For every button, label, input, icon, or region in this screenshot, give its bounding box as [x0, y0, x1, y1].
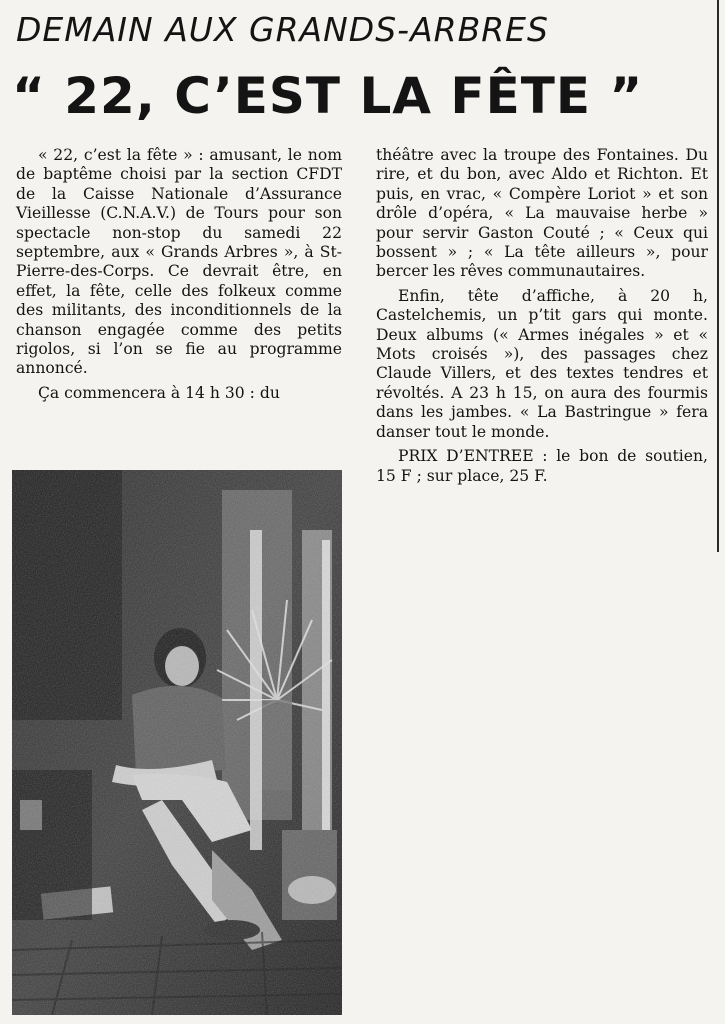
- singer-photo: [12, 470, 342, 1015]
- column-rule: [717, 0, 719, 552]
- paragraph-start-time: Ça commencera à 14 h 30 : du: [38, 383, 280, 402]
- paragraph-program: théâtre avec la troupe des Fontaines. Du rire, et du bon, avec Aldo et Richton. Et puis, en vrac, « Compère Loriot » et son drôle d’opéra, « La mauvaise herbe » pour servir Gaston Couté ; « Ceux qui bossent » ; « La tête ailleurs », pour bercer les rêves communautaires.: [376, 146, 708, 281]
- article-left-column: [16, 146, 342, 403]
- paragraph-headliner: Enfin, tête d’affiche, à 20 h, Castelchemis, un p’tit gars qui monte. Deux albums (« Armes inégales » et « Mots croisés »), des passages chez Claude Villers, et des textes tendres et révoltés. A 23 h 15, on aura des fourmis dans les jambes. « La Bastringue » fera danser tout le monde.: [376, 286, 708, 441]
- article-headline: “ 22, C’EST LA FÊTE ”: [12, 67, 644, 125]
- article-kicker: DEMAIN AUX GRANDS-ARBRES: [16, 10, 549, 49]
- paragraph-intro: « 22, c’est la fête » : amusant, le nom de baptême choisi par la section CFDT de la Caisse Nationale d’Assurance Vieillesse (C.N.A.V.) de Tours pour son spectacle non-stop du samedi 22 septembre, aux « Grands Arbres », à St-Pierre-des-Corps. Ce devrait être, en effet, la fête, celle des folkeux comme des militants, des inconditionnels de la chanson engagée comme des petits rigolos, si l’on se fie au programme annoncé.: [16, 146, 342, 378]
- paragraph-price: PRIX D’ENTREE : le bon de soutien, 15 F ; sur place, 25 F.: [376, 447, 708, 485]
- article-right-column: [376, 146, 708, 486]
